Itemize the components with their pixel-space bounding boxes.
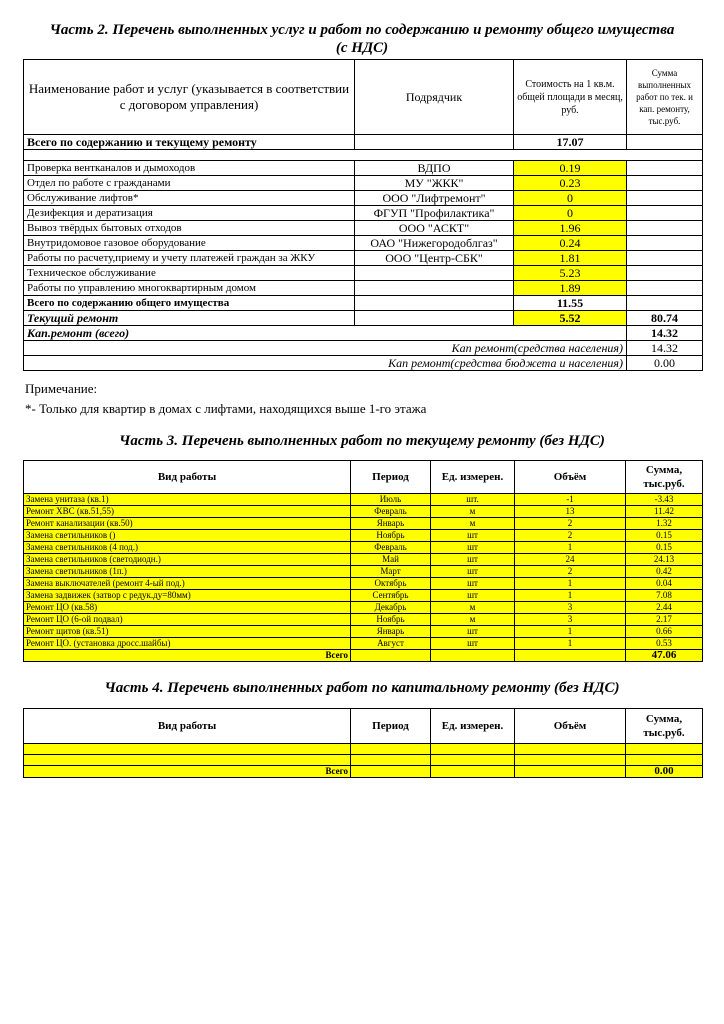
total-maintenance-label: Всего по содержанию и текущему ремонту: [24, 135, 355, 150]
note-title: Примечание:: [25, 381, 98, 396]
work-period: Сентябрь: [351, 590, 431, 602]
work-sum: 0.53: [626, 638, 703, 650]
work-unit: шт: [431, 530, 515, 542]
table-row: [24, 638, 703, 650]
service-name: Техническое обслуживание: [24, 266, 355, 281]
note-text: *- Только для квартир в домах с лифтами, находящихся выше 1-го этажа: [25, 401, 427, 416]
work-period: Май: [351, 554, 431, 566]
work-sum: 7.08: [626, 590, 703, 602]
table-row: [24, 221, 703, 236]
work-sum: 0.66: [626, 626, 703, 638]
work-name: Замена светильников (1п.): [24, 566, 351, 578]
table-row: [24, 251, 703, 266]
work-unit: шт: [431, 578, 515, 590]
work-unit: шт: [431, 590, 515, 602]
total-common-row: [24, 296, 703, 311]
service-contractor: ООО "Центр-СБК": [355, 251, 514, 266]
header-sum: Сумма, тыс.руб.: [626, 461, 703, 494]
part3-header-row: [24, 461, 703, 494]
work-volume: 24: [515, 554, 626, 566]
cap-repair-budget-label: Кап ремонт(средства бюджета и населения): [24, 356, 627, 371]
current-repair-cost: 5.52: [514, 311, 627, 326]
table-row: [24, 191, 703, 206]
work-period: Февраль: [351, 542, 431, 554]
cap-repair-budget-sum: 0.00: [627, 356, 703, 371]
work-unit: шт: [431, 566, 515, 578]
service-cost: 0.19: [514, 161, 627, 176]
work-unit: шт.: [431, 494, 515, 506]
service-contractor: ООО "АСКТ": [355, 221, 514, 236]
service-contractor: [355, 281, 514, 296]
work-name: Замена задвижек (затвор с редук.ду=80мм): [24, 590, 351, 602]
part3-total-sum: 47.06: [626, 650, 703, 662]
service-cost: 0.24: [514, 236, 627, 251]
work-name: Ремонт ЦО (кв.58): [24, 602, 351, 614]
work-volume: 3: [515, 602, 626, 614]
table-row: [24, 206, 703, 221]
header-sum: Сумма выполненных работ по тек. и кап. ремонту, тыс.руб.: [627, 60, 703, 135]
table-row: [24, 626, 703, 638]
work-period: Декабрь: [351, 602, 431, 614]
work-sum: 2.44: [626, 602, 703, 614]
work-name: Замена светильников (): [24, 530, 351, 542]
work-period: Март: [351, 566, 431, 578]
work-period: Январь: [351, 626, 431, 638]
work-volume: -1: [515, 494, 626, 506]
table-row: [24, 506, 703, 518]
work-unit: шт: [431, 626, 515, 638]
header-name: Наименование работ и услуг (указывается в соответствии с договором управления): [24, 60, 355, 135]
cap-repair-population-row: [24, 341, 703, 356]
service-contractor: [355, 266, 514, 281]
work-sum: 0.15: [626, 530, 703, 542]
part4-total-row: [24, 766, 703, 778]
total-common-value: 11.55: [514, 296, 627, 311]
header-volume: Объём: [515, 709, 626, 744]
work-sum: 0.04: [626, 578, 703, 590]
service-contractor: МУ "ЖКК": [355, 176, 514, 191]
spacer-row: [24, 150, 703, 161]
table-row: [24, 494, 703, 506]
part3-total-row: [24, 650, 703, 662]
work-name: Замена светильников (4 под.): [24, 542, 351, 554]
work-name: Ремонт щитов (кв.51): [24, 626, 351, 638]
service-contractor: ООО "Лифтремонт": [355, 191, 514, 206]
part2-title: [0, 21, 724, 57]
service-cost: 5.23: [514, 266, 627, 281]
current-repair-row: [24, 311, 703, 326]
table-row: [24, 161, 703, 176]
table-row: [24, 530, 703, 542]
service-name: Проверка вентканалов и дымоходов: [24, 161, 355, 176]
table-row: [24, 602, 703, 614]
work-unit: м: [431, 518, 515, 530]
header-work: Вид работы: [24, 461, 351, 494]
work-name: Замена выключателей (ремонт 4-ый под.): [24, 578, 351, 590]
work-period: Январь: [351, 518, 431, 530]
part2-title-line2: (с НДС): [335, 40, 389, 56]
service-cost: 0.23: [514, 176, 627, 191]
service-cost: 1.81: [514, 251, 627, 266]
current-repair-sum: 80.74: [627, 311, 703, 326]
work-name: Ремонт канализации (кв.50): [24, 518, 351, 530]
header-sum: Сумма, тыс.руб.: [626, 709, 703, 744]
table-row: [24, 590, 703, 602]
service-name: Работы по расчету,приему и учету платежей граждан за ЖКУ: [24, 251, 355, 266]
work-volume: 3: [515, 614, 626, 626]
service-name: Обслуживание лифтов*: [24, 191, 355, 206]
service-contractor: ФГУП "Профилактика": [355, 206, 514, 221]
work-name: Ремонт ХВС (кв.51,55): [24, 506, 351, 518]
work-sum: 2.17: [626, 614, 703, 626]
work-name: Замена унитаза (кв.1): [24, 494, 351, 506]
cap-repair-population-sum: 14.32: [627, 341, 703, 356]
service-cost: 1.89: [514, 281, 627, 296]
work-unit: м: [431, 614, 515, 626]
work-unit: шт: [431, 638, 515, 650]
work-period: Ноябрь: [351, 530, 431, 542]
header-unit: Ед. измерен.: [431, 709, 515, 744]
service-cost: 1.96: [514, 221, 627, 236]
table-row: [24, 578, 703, 590]
table-row: [24, 518, 703, 530]
header-period: Период: [351, 709, 431, 744]
cap-repair-label: Кап.ремонт (всего): [24, 326, 355, 341]
work-volume: 13: [515, 506, 626, 518]
service-name: Отдел по работе с гражданами: [24, 176, 355, 191]
current-repair-label: Текущий ремонт: [24, 311, 355, 326]
work-unit: шт: [431, 542, 515, 554]
work-sum: 0.15: [626, 542, 703, 554]
work-volume: 2: [515, 530, 626, 542]
part3-table: [23, 460, 703, 662]
work-sum: 1.32: [626, 518, 703, 530]
header-cost: Стоимость на 1 кв.м. общей площади в месяц, руб.: [514, 60, 627, 135]
work-name: Ремонт ЦО (6-ой подвал): [24, 614, 351, 626]
cap-repair-population-label: Кап ремонт(средства населения): [24, 341, 627, 356]
part4-total-sum: 0.00: [626, 766, 703, 778]
service-name: Вывоз твёрдых бытовых отходов: [24, 221, 355, 236]
table-row: [24, 566, 703, 578]
table-row: [24, 554, 703, 566]
cap-repair-budget-row: [24, 356, 703, 371]
work-volume: 2: [515, 518, 626, 530]
table-row: [24, 755, 703, 766]
work-volume: 1: [515, 626, 626, 638]
table-row: [24, 266, 703, 281]
work-sum: 24.13: [626, 554, 703, 566]
part2-table: [23, 59, 703, 371]
work-volume: 1: [515, 542, 626, 554]
work-sum: 11.42: [626, 506, 703, 518]
header-work: Вид работы: [24, 709, 351, 744]
part4-table: [23, 708, 703, 778]
work-name: Ремонт ЦО. (установка дросс.шайбы): [24, 638, 351, 650]
table-row: [24, 744, 703, 755]
total-maintenance-row: [24, 135, 703, 150]
work-volume: 1: [515, 638, 626, 650]
work-period: Февраль: [351, 506, 431, 518]
part4-total-label: Всего: [24, 766, 351, 778]
table-row: [24, 236, 703, 251]
service-name: Работы по управлению многоквартирным домом: [24, 281, 355, 296]
work-volume: 1: [515, 578, 626, 590]
work-volume: 1: [515, 590, 626, 602]
total-maintenance-value: 17.07: [514, 135, 627, 150]
work-name: Замена светильников (светодиодн.): [24, 554, 351, 566]
cap-repair-row: [24, 326, 703, 341]
cap-repair-sum: 14.32: [627, 326, 703, 341]
work-period: Ноябрь: [351, 614, 431, 626]
part2-header-row: [24, 60, 703, 135]
service-cost: 0: [514, 206, 627, 221]
work-period: Август: [351, 638, 431, 650]
part3-title: Часть 3. Перечень выполненных работ по текущему ремонту (без НДС): [119, 433, 605, 449]
work-volume: 2: [515, 566, 626, 578]
work-period: Октябрь: [351, 578, 431, 590]
table-row: [24, 281, 703, 296]
table-row: [24, 614, 703, 626]
work-sum: 0.42: [626, 566, 703, 578]
part4-header-row: [24, 709, 703, 744]
work-unit: шт: [431, 554, 515, 566]
table-row: [24, 542, 703, 554]
service-contractor: ВДПО: [355, 161, 514, 176]
part4-title: Часть 4. Перечень выполненных работ по капитальному ремонту (без НДС): [104, 680, 620, 696]
work-unit: м: [431, 506, 515, 518]
service-name: Дезифекция и дератизация: [24, 206, 355, 221]
header-period: Период: [351, 461, 431, 494]
service-name: Внутридомовое газовое оборудование: [24, 236, 355, 251]
header-volume: Объём: [515, 461, 626, 494]
header-contractor: Подрядчик: [355, 60, 514, 135]
service-contractor: ОАО "Нижегородоблгаз": [355, 236, 514, 251]
work-period: Июль: [351, 494, 431, 506]
part3-total-label: Всего: [24, 650, 351, 662]
header-unit: Ед. измерен.: [431, 461, 515, 494]
part2-title-line1: Часть 2. Перечень выполненных услуг и работ по содержанию и ремонту общего имущества: [49, 22, 675, 38]
work-unit: м: [431, 602, 515, 614]
service-cost: 0: [514, 191, 627, 206]
total-common-label: Всего по содержанию общего имущества: [24, 296, 355, 311]
work-sum: -3.43: [626, 494, 703, 506]
table-row: [24, 176, 703, 191]
